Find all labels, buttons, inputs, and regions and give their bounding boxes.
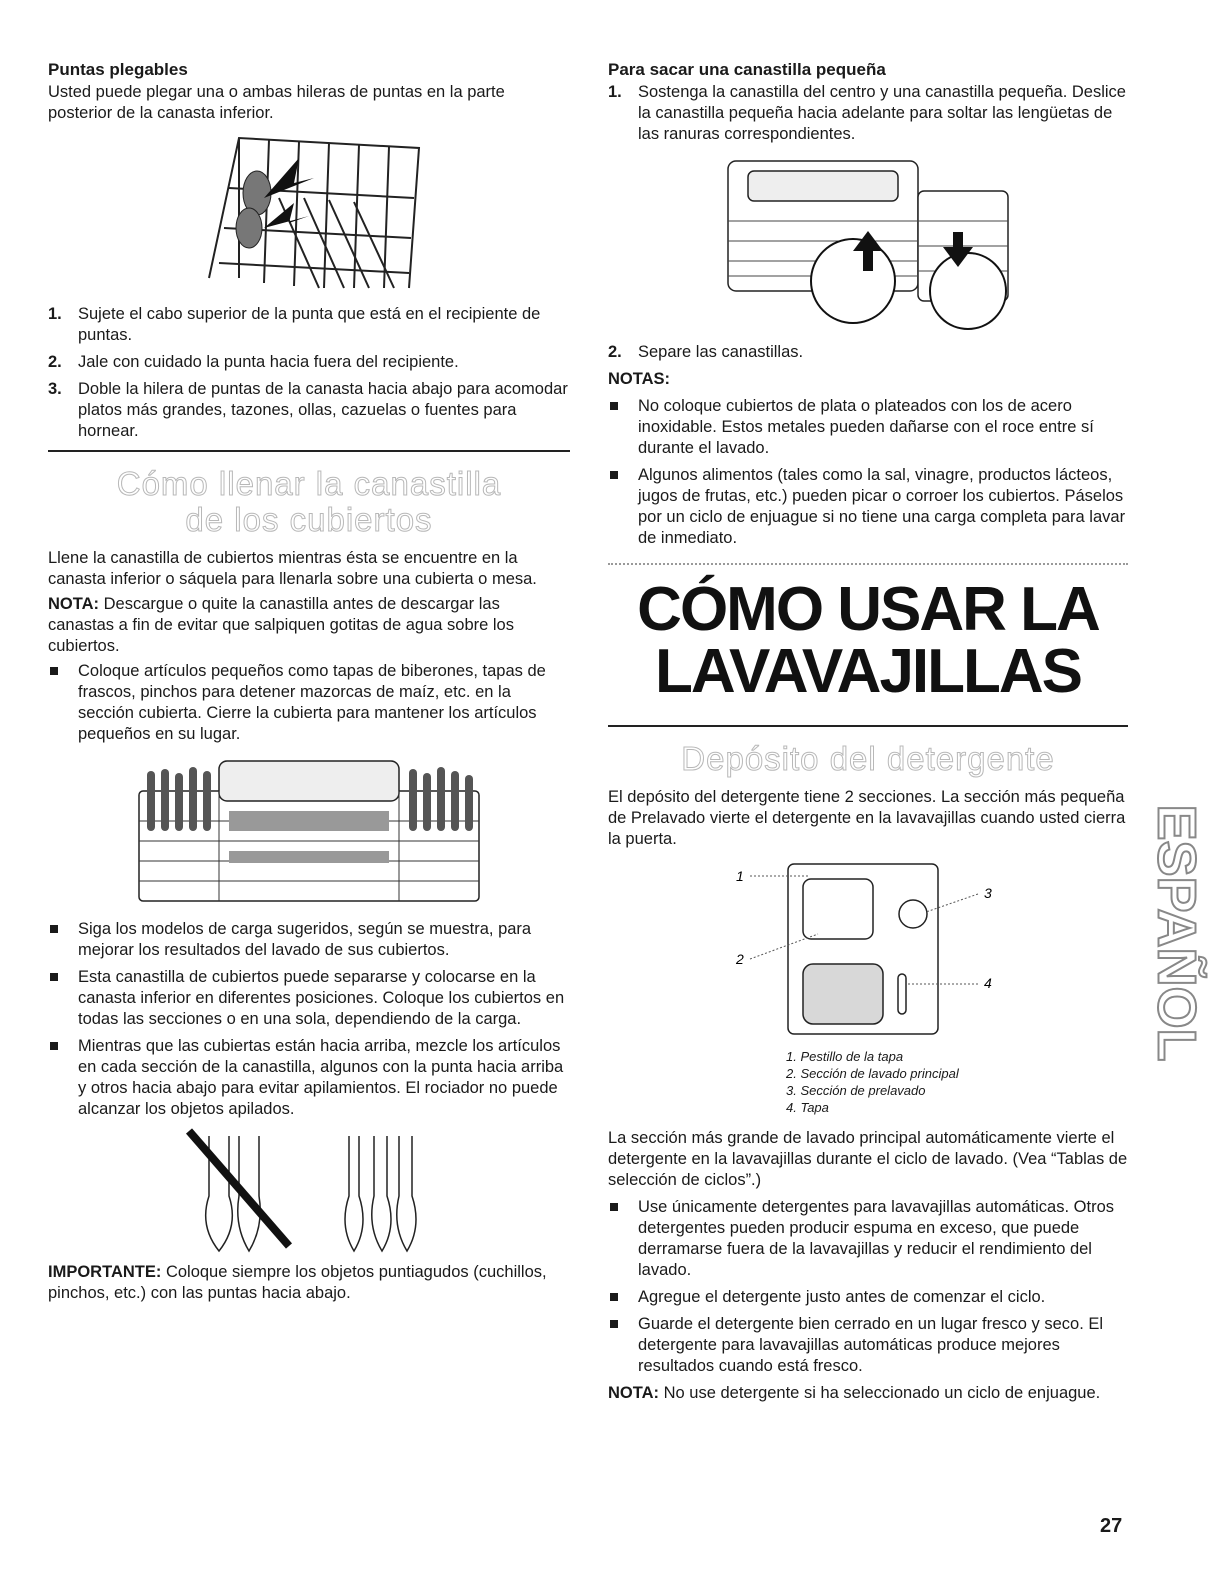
right-column [608,60,1128,1408]
callout-3: 3 [984,885,992,901]
list-item: 2. Separe las canastillas. [608,343,804,361]
section-heading-sacar: Para sacar una canastilla pequeña [608,60,886,79]
list-item: Siga los modelos de carga sugeridos, según se muestra, para mejorar los resultados del lavado de sus cubiertos. [48,919,570,961]
bullet-icon [610,402,618,410]
small-basket-removal-illustration [718,151,1018,336]
page-number: 27 [1100,1515,1123,1537]
bullet-icon [610,1203,618,1211]
callout-2: 2 [736,951,744,967]
deposito-para2: La sección más grande de lavado principal automáticamente vierte el detergente en la lavavajillas durante el ciclo de lavado. (Vea “Tablas de selección de ciclos”.) [608,1129,1128,1189]
llenar-intro: Llene la canastilla de cubiertos mientras ésta se encuentre en la canasta inferior o sáquela para llenarla sobre una cubierta o mesa. [48,549,537,588]
sacar-step-1 [608,82,1128,145]
list-item: Algunos alimentos (tales como la sal, vinagre, productos lácteos, jugos de frutas, etc.) pueden picar o corroer los cubiertos. Páselos por un ciclo de enjuague si no tiene una carga completa para lavar de inmediato. [608,465,1128,549]
deposito-intro: El depósito del detergente tiene 2 secciones. La sección más pequeña de Prelavado vierte el detergente en la lavavajillas cuando usted cierra la puerta. [608,788,1126,848]
section-title-llenar: Cómo llenar la canastilla de los cubiertos [116,465,502,538]
list-item: Agregue el detergente justo antes de comenzar el ciclo. [608,1287,1128,1308]
bullet-icon [50,925,58,933]
sacar-step-2 [608,342,1128,363]
list-item: 1. Sujete el cabo superior de la punta que está en el recipiente de puntas. [48,305,541,344]
left-column [48,60,570,1308]
puntas-steps [48,304,570,442]
bullet-icon [50,1042,58,1050]
list-item: Esta canastilla de cubiertos puede separarse y colocarse en la canasta inferior en diferentes posiciones. Coloque los cubiertos en todas las secciones o en una sola, dependiendo de la carga. [48,967,570,1030]
list-item: Mientras que las cubiertas están hacia arriba, mezcle los artículos en cada sección de la canastilla, algunos con la punta hacia arriba y otros hacia abajo para evitar apilamientos. El rociador no puede alcanzar los objetos apilados. [48,1036,570,1120]
deposito-note: NOTA: No use detergente si ha seleccionado un ciclo de enjuague. [608,1384,1101,1402]
section-divider [608,725,1128,727]
bullet-icon [610,1320,618,1328]
bullet-icon [610,1293,618,1301]
important-note: IMPORTANTE: Coloque siempre los objetos puntiagudos (cuchillos, pinchos, etc.) con las puntas hacia abajo. [48,1263,547,1302]
llenar-note: NOTA: Descargue o quite la canastilla antes de descargar las canastas a fin de evitar que salpiquen gotitas de agua sobre los cubiertos. [48,595,514,655]
list-item: 1. Sostenga la canastilla del centro y una canastilla pequeña. Deslice la canastilla pequeña hacia adelante para soltar las lengüetas de las ranuras correspondientes. [608,83,1126,143]
llenar-bullets-2 [48,919,570,1120]
language-side-tab: ESPAÑOL [1147,804,1207,1062]
silverware-basket-illustration [129,751,489,911]
section-heading-puntas: Puntas plegables [48,60,188,79]
list-item: Coloque artículos pequeños como tapas de biberones, tapas de frascos, pinchos para detener mazorcas de maíz, etc. en la sección cubierta. Cierre la cubierta para mantener los artículos pequeños en su lugar. [48,661,570,745]
deposito-bullets [608,1197,1128,1377]
puntas-intro: Usted puede plegar una o ambas hileras de puntas en la parte posterior de la canasta inferior. [48,83,505,122]
notes-list [608,396,1128,549]
section-title-deposito: Depósito del detergente [681,740,1055,777]
diagram-caption: 1. Pestillo de la tapa 2. Sección de lavado principal 3. Sección de prelavado 4. Tapa [786,1049,959,1115]
list-item: 2. Jale con cuidado la punta hacia fuera del recipiente. [48,353,459,371]
notes-label: NOTAS: [608,370,671,388]
bullet-icon [50,667,58,675]
main-title: CÓMO USAR LA LAVAVAJILLAS [637,575,1099,706]
bullet-icon [610,471,618,479]
llenar-bullets-1 [48,661,570,745]
callout-1: 1 [736,868,744,884]
knife-spoon-orientation-illustration [179,1126,439,1256]
section-divider [48,450,570,452]
detergent-dispenser-diagram [728,854,1008,1044]
list-item: Use únicamente detergentes para lavavajillas automáticas. Otros detergentes pueden producir espuma en exceso, que puede derramarse fuera de la lavavajillas y reducir el rendimiento del lavado. [608,1197,1128,1281]
list-item: No coloque cubiertos de plata o plateados con los de acero inoxidable. Estos metales pueden dañarse con el roce entre sí durante el lavado. [608,396,1128,459]
callout-4: 4 [984,975,992,991]
bullet-icon [50,973,58,981]
list-item: Guarde el detergente bien cerrado en un lugar fresco y seco. El detergente para lavavajillas automáticas produce mejores resultados cuando está fresco. [608,1314,1128,1377]
tine-rack-illustration [169,128,449,298]
list-item: 3. Doble la hilera de puntas de la canasta hacia abajo para acomodar platos más grandes, tazones, ollas, cazuelas o fuentes para hornear. [48,380,568,440]
dotted-divider [608,563,1128,565]
